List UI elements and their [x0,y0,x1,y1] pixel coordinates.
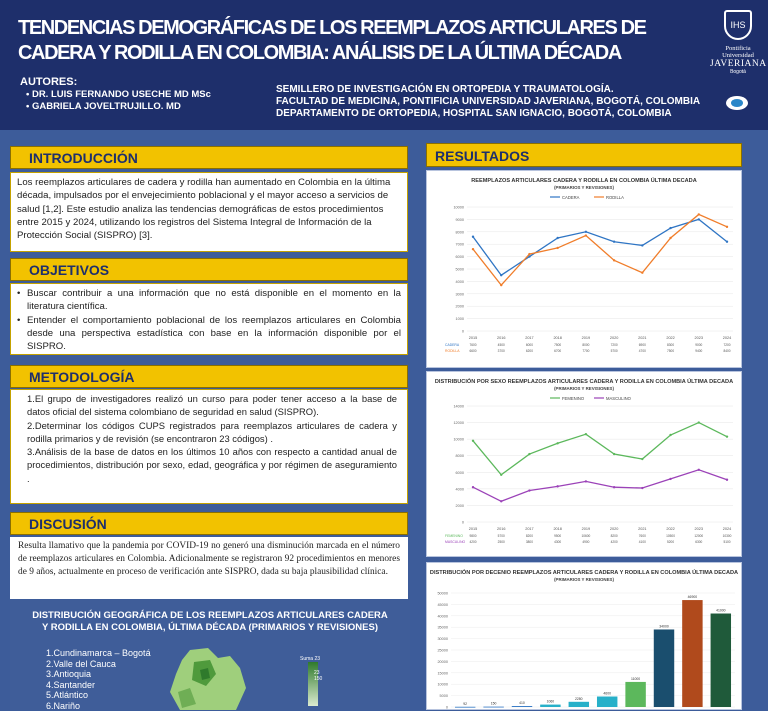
x-tick-label: 2017 [525,336,533,340]
legend-label: RODILLA [606,195,624,200]
data-point [698,213,700,215]
bar [597,697,617,707]
table-cell: 8200 [611,534,618,538]
data-point [500,284,502,286]
table-cell: 6900 [639,343,646,347]
x-tick-label: 2016 [497,336,505,340]
y-tick-label: 25000 [437,649,448,653]
bar-data-label: 34000 [659,624,669,628]
series-line-femenino [473,423,727,475]
table-cell: 8300 [667,343,674,347]
data-point [585,433,587,435]
authors-heading: AUTORES: [20,76,77,88]
data-point [556,247,558,249]
author-2: • GABRIELA JOVELTRUJILLO. MD [26,101,181,112]
x-tick-label: 2020 [610,527,618,531]
data-point [500,500,502,502]
data-point [641,487,643,489]
chart-sex [427,372,741,556]
intro-text: Los reemplazos articulares de cadera y rodilla han aumentado en Colombia en la última década, impulsados por el envejecimiento poblacional y el mayor acceso a servicios de salud [1,2]. Este estudio analiza las tendencias demográficas de estos procedimientos entre 2015 y 2024, utilizando los registros del Sistema Integral de Información de la Protección Social (SISPRO) [3]. [17,176,401,242]
chart-subtitle: (PRIMARIOS Y REVISIONES) [554,386,614,391]
data-point [472,486,474,488]
bar-data-label: 150 [491,702,497,706]
y-tick-label: 8000 [456,230,464,234]
table-cell: 4100 [639,540,646,544]
table-cell: 4200 [469,540,476,544]
table-cell: 2500 [498,540,505,544]
y-tick-label: 7000 [456,243,464,247]
y-tick-label: 50000 [437,592,448,596]
table-row-label: CADERA [445,343,460,347]
y-tick-label: 8000 [456,454,464,458]
chart-subtitle: (PRIMARIOS Y REVISIONES) [554,577,614,582]
table-row-label: FEMENINO [445,534,463,538]
data-point [726,241,728,243]
data-point [472,440,474,442]
y-tick-label: 2000 [456,504,464,508]
chart-title: DISTRIBUCIÓN POR DECENIO REEMPLAZOS ARTICULARES CADERA Y RODILLA EN COLOMBIA ÚLTIMA DECADA [430,568,738,576]
discussion-heading: DISCUSIÓN [10,512,408,535]
data-point [528,253,530,255]
table-cell: 7200 [611,343,618,347]
bar-data-label: 46900 [688,595,698,599]
bar [569,702,589,707]
university-logo [710,10,766,75]
y-tick-label: 20000 [437,660,448,664]
runner-logo-icon [726,96,748,110]
y-tick-label: 12000 [453,421,464,425]
author-1: • DR. LUIS FERNANDO USECHE MD MSc [26,89,211,100]
data-point [613,486,615,488]
data-point [698,469,700,471]
discussion-box [10,537,408,599]
table-cell: 9800 [469,534,476,538]
chart-decade [427,563,741,709]
objectives-box [10,283,408,355]
table-row-label: MASCULINO [445,540,466,544]
y-tick-label: 4000 [456,487,464,491]
table-cell: 10500 [666,534,675,538]
data-point [726,435,728,437]
data-point [528,489,530,491]
bar-data-label: 4600 [603,692,611,696]
map-department-list [46,648,151,711]
data-point [669,227,671,229]
crest-icon: IHS [724,10,752,40]
affiliation-2: FACULTAD DE MEDICINA, PONTIFICIA UNIVERSIDAD JAVERIANA, BOGOTÁ, COLOMBIA [276,96,700,108]
poster-title: TENDENCIAS DEMOGRÁFICAS DE LOS REEMPLAZOS ARTICULARES DE CADERA Y RODILLA EN COLOMBIA: ANÁLISIS DE LA ÚLTIMA DÉCADA [18,16,708,66]
data-point [613,259,615,261]
chart-hip-knee-panel [426,170,742,368]
bar [711,614,731,707]
bar-data-label: 41000 [716,609,726,613]
map-list-item: 2.Valle del Cauca [46,659,151,670]
affiliation-3: DEPARTAMENTO DE ORTOPEDIA, HOSPITAL SAN IGNACIO, BOGOTÁ, COLOMBIA [276,108,672,120]
objective-item: • Buscar contribuir a una información que no está disponible en el momento en la literatura científica. [17,287,401,314]
bar-data-label: 92 [463,702,467,706]
y-tick-label: 14000 [453,405,464,409]
map-legend [300,656,328,710]
table-cell: 6000 [526,343,533,347]
table-cell: 8400 [723,349,730,353]
university-line-3: Bogotá [710,69,766,75]
table-cell: 7700 [582,349,589,353]
y-tick-label: 10000 [453,438,464,442]
data-point [556,442,558,444]
y-tick-label: 6000 [456,471,464,475]
data-point [613,453,615,455]
discussion-text: Resulta llamativo que la pandemia por COVID-19 no generó una disminución marcada en el número de reemplazos articulares en Colombia. Adicionalmente se registraron 92 procedimientos en menores de 9 años, actualmente en proceso de verificación ante SISPRO, dada su baja plausibilidad clínica. [18,540,400,579]
table-cell: 4700 [639,349,646,353]
table-cell: 7500 [667,349,674,353]
objectives-heading: OBJETIVOS [10,258,408,281]
table-cell: 4500 [498,343,505,347]
x-tick-label: 2024 [723,527,731,531]
table-cell: 7600 [469,343,476,347]
data-point [556,237,558,239]
map-list-item: 6.Nariño [46,701,151,711]
method-item: 1.El grupo de investigadores realizó un curso para poder tener acceso a la base de datos oficial del sistema colombiano de seguridad en salud (SISPRO). [27,392,397,419]
y-tick-label: 0 [462,521,464,525]
x-tick-label: 2023 [695,336,703,340]
map-list-item: 4.Santander [46,680,151,691]
table-cell: 8200 [526,534,533,538]
x-tick-label: 2021 [638,336,646,340]
data-point [698,218,700,220]
y-tick-label: 10000 [453,206,464,210]
chart-title: REEMPLAZOS ARTICULARES CADERA Y RODILLA EN COLOMBIA ÚLTIMA DECADA [471,177,697,184]
y-tick-label: 5000 [456,268,464,272]
poster-header [0,0,768,130]
data-point [585,234,587,236]
x-tick-label: 2021 [638,527,646,531]
affiliation-1: SEMILLERO DE INVESTIGACIÓN EN ORTOPEDIA Y TRAUMATOLOGÍA. [276,84,614,96]
chart-decade-panel [426,562,742,710]
series-line-rodilla [473,214,727,285]
intro-box [10,172,408,252]
data-point [726,479,728,481]
x-tick-label: 2016 [497,527,505,531]
legend-label: CADERA [562,195,580,200]
table-cell: 5700 [498,534,505,538]
data-point [641,244,643,246]
methods-box [10,389,408,504]
y-tick-label: 1000 [456,317,464,321]
y-tick-label: 0 [462,330,464,334]
data-point [698,421,700,423]
bar [512,706,532,707]
x-tick-label: 2015 [469,336,477,340]
y-tick-label: 4000 [456,280,464,284]
chart-sex-panel [426,371,742,557]
table-cell: 5700 [611,349,618,353]
data-point [500,474,502,476]
table-cell: 5100 [723,540,730,544]
chart-hip-knee [427,171,741,367]
bar [540,705,560,707]
map-list-item: 1.Cundinamarca – Bogotá [46,648,151,659]
x-tick-label: 2019 [582,336,590,340]
table-cell: 4200 [611,540,618,544]
bar-data-label: 2280 [575,697,583,701]
data-point [528,453,530,455]
data-point [726,226,728,228]
y-tick-label: 6000 [456,255,464,259]
y-tick-label: 40000 [437,614,448,618]
y-tick-label: 30000 [437,637,448,641]
table-cell: 7200 [723,343,730,347]
data-point [613,241,615,243]
results-heading: RESULTADOS [426,143,742,167]
y-tick-label: 0 [446,706,448,710]
y-tick-label: 2000 [456,305,464,309]
x-tick-label: 2018 [553,527,561,531]
table-cell: 5200 [667,540,674,544]
bar [682,600,702,707]
bar [483,707,503,708]
data-point [500,274,502,276]
intro-heading: INTRODUCCIÓN [10,146,408,169]
table-row-label: RODILLA [445,349,460,353]
map-list-item: 3.Antioquia [46,669,151,680]
data-point [641,458,643,460]
table-cell: 9000 [695,343,702,347]
method-item: 2.Determinar los códigos CUPS registrados para reemplazos articulares de cadera y rodilla primarios y de revisión (se encontraron 23 códigos) . [27,419,397,446]
methods-heading: METODOLOGÍA [10,365,408,388]
y-tick-label: 5000 [440,694,448,698]
method-item: 3.Análisis de la base de datos en los últimos 10 años con respecto a cantidad anual de procedimientos, distribución por sexo, edad, geográfica y por régimen de aseguramiento . [27,445,397,485]
table-cell: 9500 [554,534,561,538]
x-tick-label: 2019 [582,527,590,531]
x-tick-label: 2020 [610,336,618,340]
y-tick-label: 45000 [437,603,448,607]
table-cell: 6300 [695,540,702,544]
table-cell: 7600 [639,534,646,538]
table-cell: 4300 [554,540,561,544]
series-line-masculino [473,470,727,501]
y-tick-label: 3000 [456,292,464,296]
data-point [669,237,671,239]
bar [455,707,475,708]
x-tick-label: 2017 [525,527,533,531]
x-tick-label: 2022 [666,336,674,340]
colombia-map [160,648,250,710]
legend-gradient [308,662,318,706]
x-tick-label: 2023 [695,527,703,531]
legend-value: 23 150 [314,670,328,682]
data-point [669,434,671,436]
map-title: DISTRIBUCIÓN GEOGRÁFICA DE LOS REEMPLAZOS ARTICULARES CADERA Y RODILLA EN COLOMBIA, ÚLTIMA DÉCADA (PRIMARIOS Y REVISIONES) [30,610,390,634]
bar-data-label: 1060 [547,700,555,704]
bar-data-label: 410 [519,701,525,705]
y-tick-label: 15000 [437,671,448,675]
x-tick-label: 2018 [553,336,561,340]
table-cell: 10300 [723,534,732,538]
table-cell: 4900 [582,540,589,544]
x-tick-label: 2024 [723,336,731,340]
table-cell: 10600 [581,534,590,538]
legend-top-label: Suma 23 [300,656,328,662]
data-point [585,480,587,482]
x-tick-label: 2015 [469,527,477,531]
bar [625,682,645,707]
map-list-item: 5.Atlántico [46,690,151,701]
chart-subtitle: (PRIMARIOS Y REVISIONES) [554,185,614,190]
data-point [585,231,587,233]
y-tick-label: 9000 [456,218,464,222]
university-line-2: JAVERIANA [710,59,766,69]
x-tick-label: 2022 [666,527,674,531]
data-point [641,272,643,274]
table-cell: 7500 [554,343,561,347]
table-cell: 3700 [498,349,505,353]
chart-title: DISTRIBUCIÓN POR SEXO REEMPLAZOS ARTICULARES CADERA Y RODILLA EN COLOMBIA ÚLTIMA DECADA [435,377,733,385]
data-point [556,485,558,487]
table-cell: 9400 [695,349,702,353]
data-point [472,248,474,250]
table-cell: 6700 [554,349,561,353]
table-cell: 8000 [582,343,589,347]
data-point [472,236,474,238]
bar [654,629,674,707]
objective-item: • Entender el comportamiento poblacional de los reemplazos articulares en Colombia desde una perspectiva estadística con base en la información disponible por el SISPRO. [17,314,401,354]
table-cell: 6200 [526,349,533,353]
y-tick-label: 10000 [437,683,448,687]
y-tick-label: 35000 [437,626,448,630]
bar-data-label: 11000 [631,677,640,681]
table-cell: 12000 [694,534,703,538]
data-point [669,478,671,480]
legend-label: MASCULINO [606,396,632,401]
table-cell: 3800 [526,540,533,544]
legend-label: FEMENINO [562,396,585,401]
university-line-1: Pontificia Universidad [710,45,766,59]
table-cell: 6600 [469,349,476,353]
